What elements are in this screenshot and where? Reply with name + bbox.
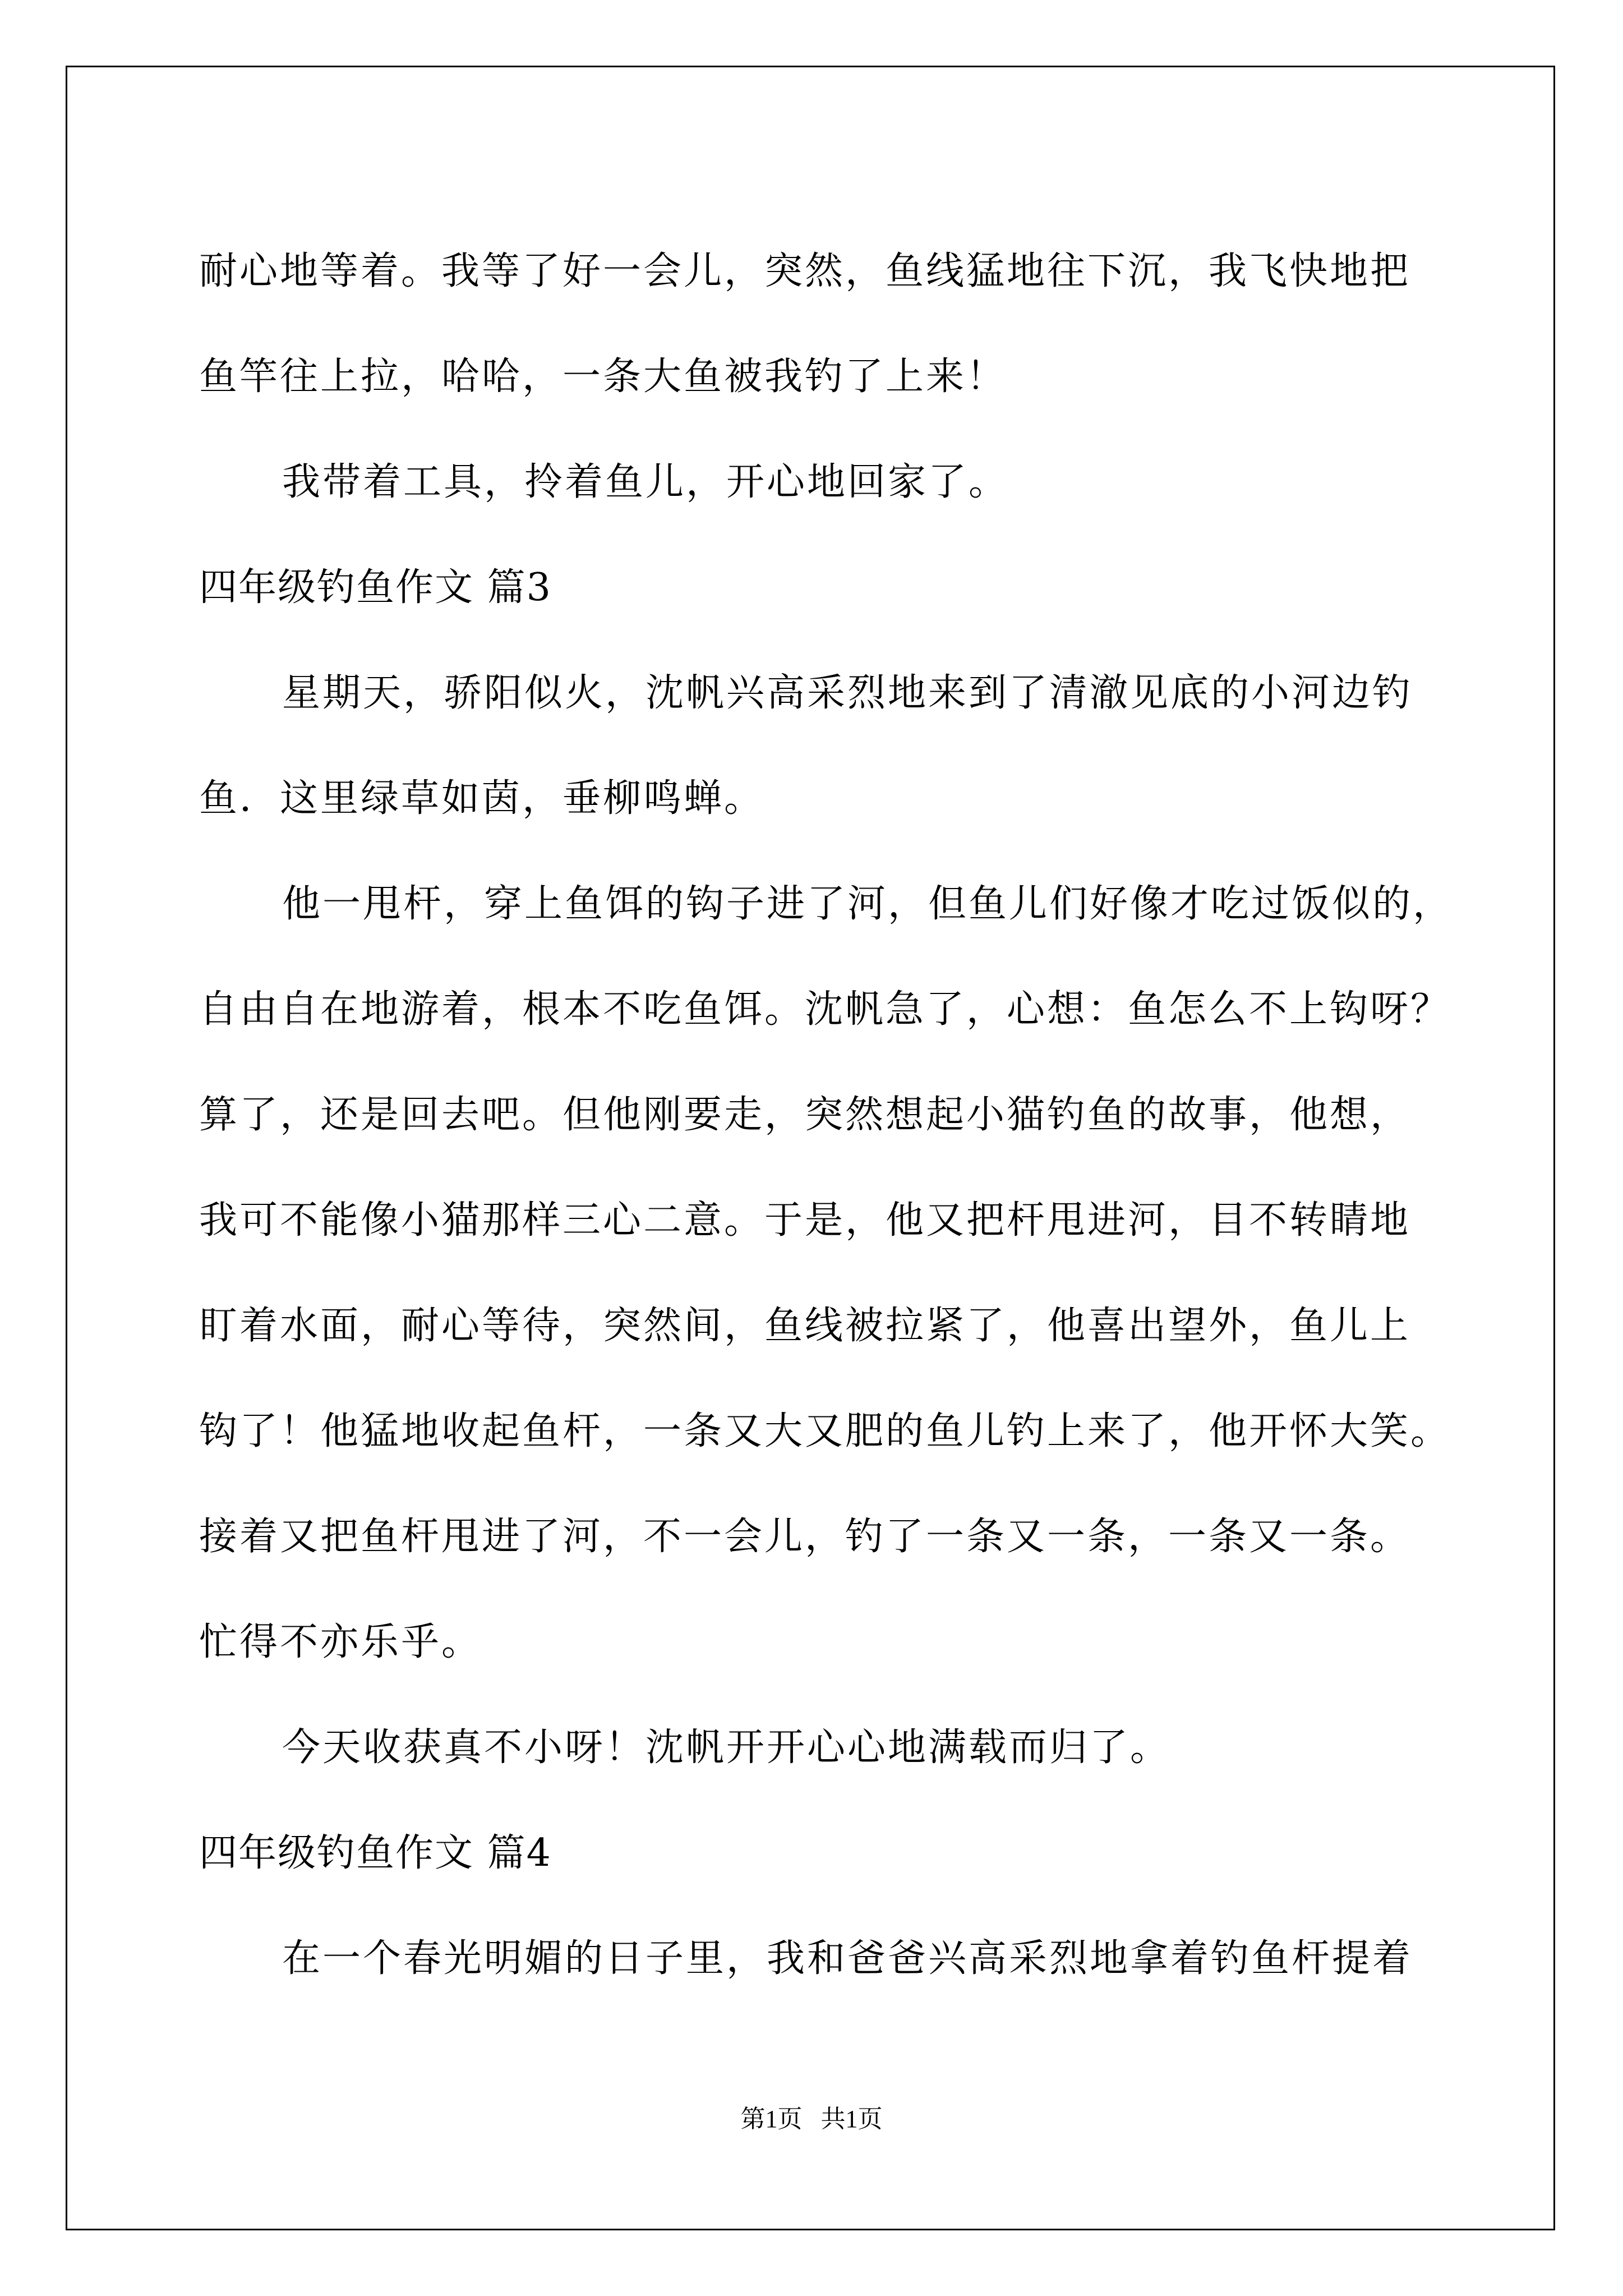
section-heading-4: 四年级钓鱼作文 篇4 — [199, 1831, 552, 1875]
text-line-1: 耐心地等着。我等了好一会儿，突然，鱼线猛地往下沉，我飞快地把 — [199, 249, 1411, 293]
text-line-2: 鱼竿往上拉，哈哈，一条大鱼被我钓了上来！ — [199, 355, 1007, 399]
paragraph-line-5: 星期天，骄阳似火，沈帆兴高采烈地来到了清澈见底的小河边钓 — [282, 671, 1413, 715]
paragraph-line-15: 今天收获真不小呀！沈帆开开心心地满载而归了。 — [282, 1726, 1171, 1770]
text-line-14: 忙得不亦乐乎。 — [199, 1620, 482, 1664]
paragraph-line-7: 他一甩杆，穿上鱼饵的钩子进了河，但鱼儿们好像才吃过饭似的， — [282, 882, 1454, 926]
text-line-12: 钩了！他猛地收起鱼杆，一条又大又肥的鱼儿钓上来了，他开怀大笑。 — [199, 1409, 1451, 1453]
section-heading-3: 四年级钓鱼作文 篇3 — [199, 565, 552, 610]
paragraph-line-3: 我带着工具，拎着鱼儿，开心地回家了。 — [282, 460, 1009, 504]
text-line-13: 接着又把鱼杆甩进了河，不一会儿，钓了一条又一条，一条又一条。 — [199, 1515, 1411, 1559]
paragraph-line-17: 在一个春光明媚的日子里，我和爸爸兴高采烈地拿着钓鱼杆提着 — [282, 1936, 1413, 1981]
text-line-6: 鱼．这里绿草如茵，垂柳鸣蝉。 — [199, 776, 765, 821]
text-line-11: 盯着水面，耐心等待，突然间，鱼线被拉紧了，他喜出望外，鱼儿上 — [199, 1304, 1411, 1348]
text-line-9: 算了，还是回去吧。但他刚要走，突然想起小猫钓鱼的故事，他想， — [199, 1093, 1411, 1137]
document-body — [199, 219, 1455, 2012]
text-line-10: 我可不能像小猫那样三心二意。于是，他又把杆甩进河，目不转睛地 — [199, 1198, 1411, 1243]
text-line-8: 自由自在地游着，根本不吃鱼饵。沈帆急了，心想：鱼怎么不上钩呀？ — [199, 987, 1451, 1032]
page-number-footer: 第1页 共1页 — [740, 2105, 883, 2133]
